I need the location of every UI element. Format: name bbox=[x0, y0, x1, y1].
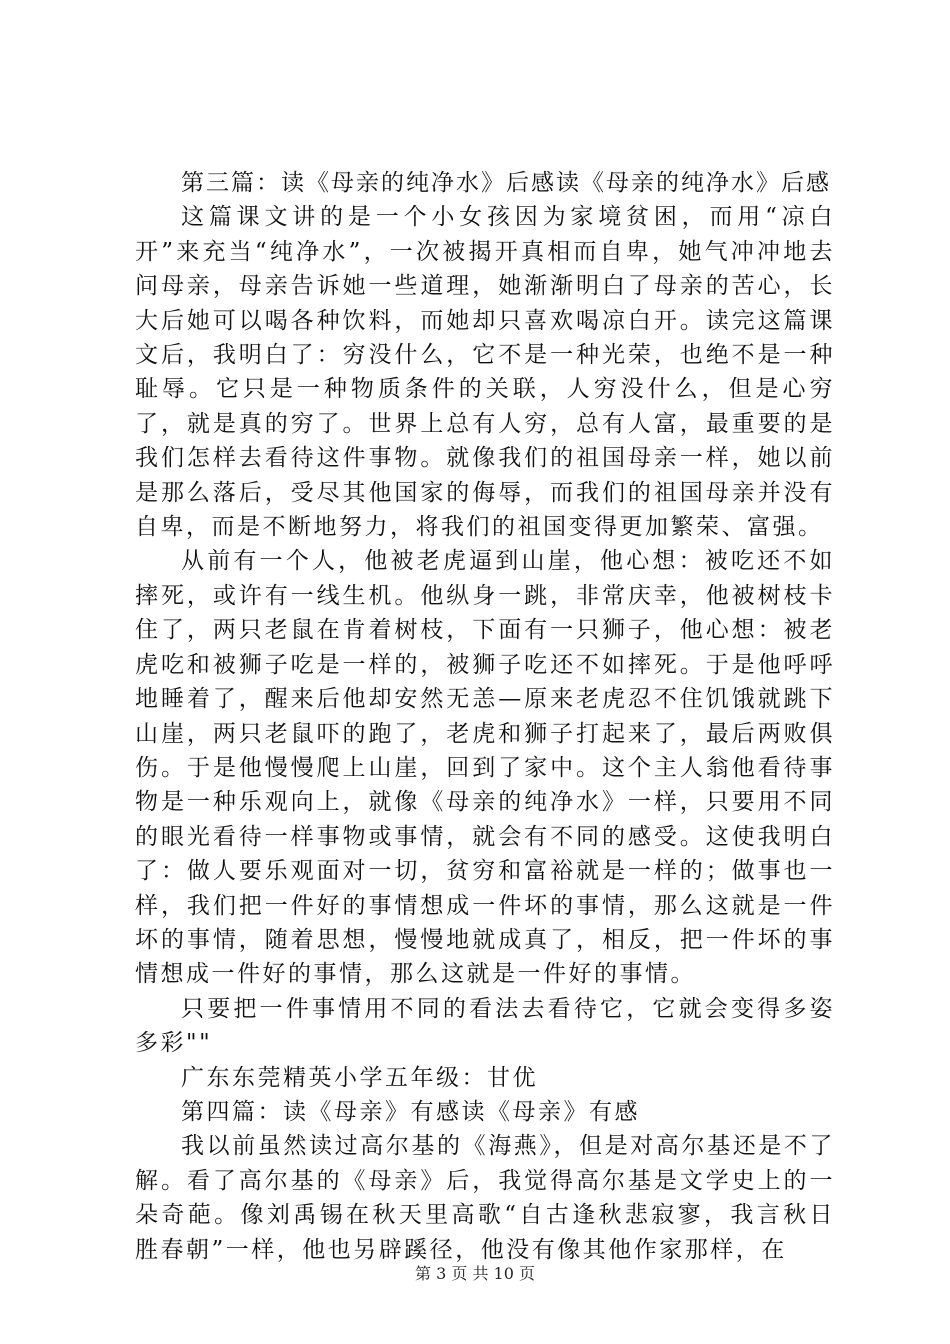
section-title-4: 第四篇：读《母亲》有感读《母亲》有感 bbox=[181, 1098, 640, 1125]
section-title-3: 第三篇：读《母亲的纯净水》后感读《母亲的纯净水》后感 bbox=[181, 170, 831, 196]
paragraph: 这篇课文讲的是一个小女孩因为家境贫困，而用“凉白开”来充当“纯净水”，一次被揭开真相而自卑，她气冲冲地去问母亲，母亲告诉她一些道理，她渐渐明白了母亲的苦心，长大后她可以喝各种饮料，而她却只喜欢喝凉白开。读完这篇课文后，我明白了：穷没什么，它不是一种光荣，也绝不是一种耻辱。它只是一种物质条件的关联，人穷没什么，但是心穷了，就是真的穷了。世界上总有人穷，总有人富，最重要的是我们怎样去看待这件事物。就像我们的祖国母亲一样，她以前是那么落后，受尽其他国家的侮辱，而我们的祖国母亲并没有自卑，而是不断地努力，将我们的祖国变得更加繁荣、富强。 bbox=[135, 204, 835, 541]
paragraph: 从前有一个人，他被老虎逼到山崖，他心想：被吃还不如摔死，或许有一线生机。他纵身一跳，非常庆幸，他被树枝卡住了，两只老鼠在肯着树枝，下面有一只狮子，他心想：被老虎吃和被狮子吃是一样的，被狮子吃还不如摔死。于是他呼呼地睡着了，醒来后他却安然无恙—原来老虎忍不住饥饿就跳下山崖，两只老鼠吓的跑了，老虎和狮子打起来了，最后两败俱伤。于是他慢慢爬上山崖，回到了家中。这个主人翁他看待事物是一种乐观向上，就像《母亲的纯净水》一样，只要用不同的眼光看待一样事物或事情，就会有不同的感受。这使我明白了：做人要乐观面对一切，贫穷和富裕就是一样的；做事也一样，我们把一件好的事情想成一件坏的事情，那么这就是一件坏的事情，随着思想，慢慢地就成真了，相反，把一件坏的事情想成一件好的事情，那么这就是一件好的事情。 bbox=[135, 548, 835, 988]
paragraph: 只要把一件事情用不同的看法去看待它，它就会变得多姿多彩"" bbox=[135, 995, 835, 1057]
page-footer: 第 3 页 共 10 页 bbox=[415, 1264, 535, 1283]
paragraph: 我以前虽然读过高尔基的《海燕》，但是对高尔基还是不了解。看了高尔基的《母亲》后，我觉得高尔基是文学史上的一朵奇葩。像刘禹锡在秋天里高歌“自古逢秋悲寂寥，我言秋日胜春朝”一样，他也另辟蹊径，他没有像其他作家那样，在 bbox=[135, 1133, 835, 1263]
author-line: 广东东莞精英小学五年级：甘优 bbox=[181, 1064, 538, 1091]
document-body bbox=[135, 166, 835, 1267]
